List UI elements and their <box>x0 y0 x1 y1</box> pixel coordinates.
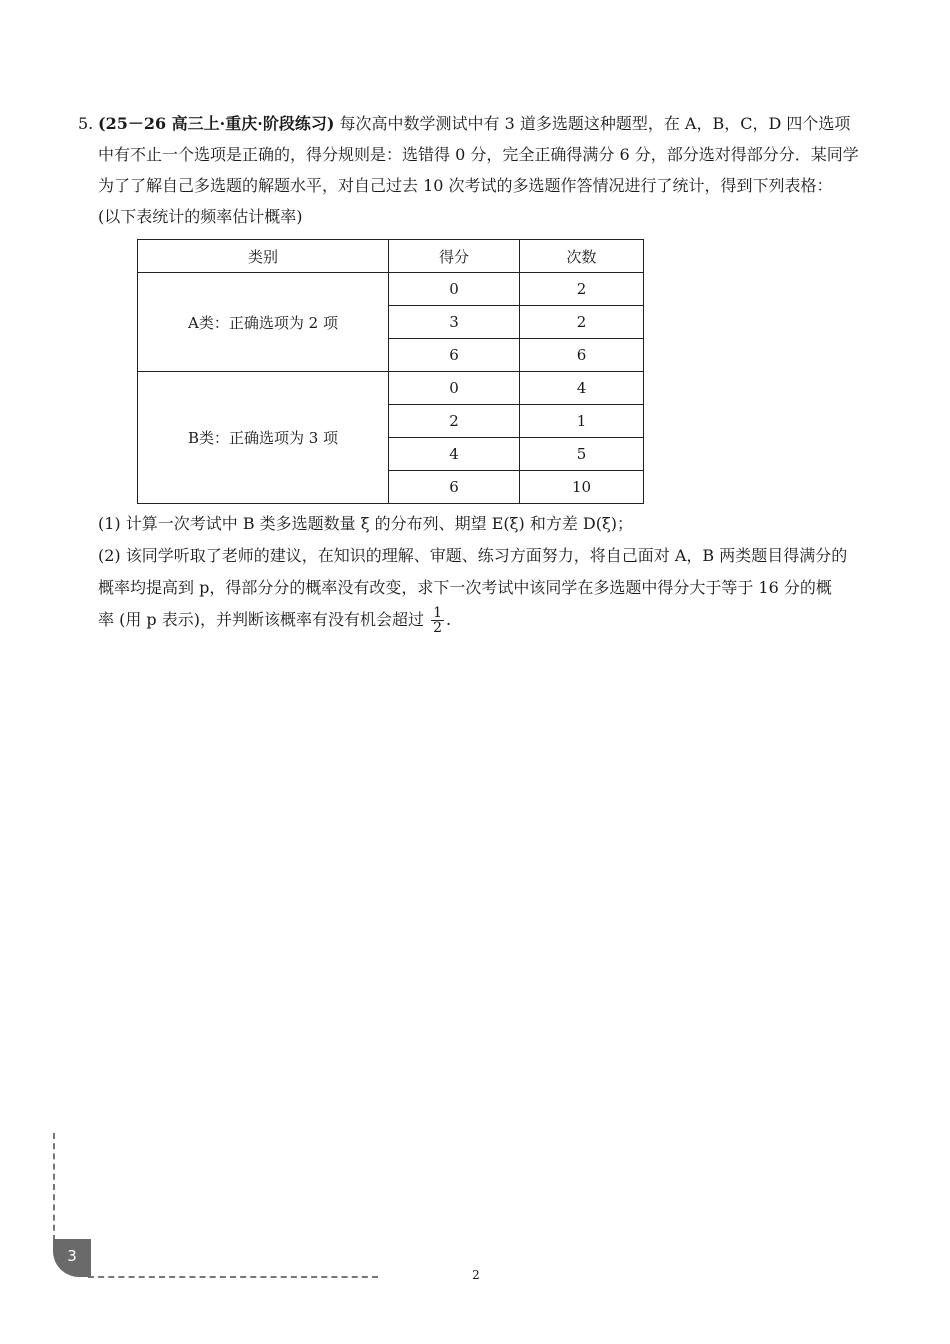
score-cell: 0 <box>389 372 520 405</box>
question-2-text: 率 (用 p 表示)，并判断该概率有没有机会超过 <box>98 610 424 629</box>
table-header-row <box>138 240 644 273</box>
stats-table <box>137 239 644 504</box>
count-cell: 1 <box>520 405 644 438</box>
fraction-one-half <box>431 606 444 635</box>
question-2-line-3 <box>98 604 878 636</box>
table-row <box>138 372 644 405</box>
score-cell: 0 <box>389 273 520 306</box>
score-cell: 3 <box>389 306 520 339</box>
score-cell: 4 <box>389 438 520 471</box>
question-2-line-1: (2) 该同学听取了老师的建议，在知识的理解、审题、练习方面努力，将自己面对 A，B 两类题目得满分的 <box>98 546 848 565</box>
count-cell: 6 <box>520 339 644 372</box>
problem-number: 5. <box>78 114 94 133</box>
category-b-label: B类：正确选项为 3 项 <box>138 372 389 504</box>
count-cell: 2 <box>520 273 644 306</box>
category-a-label: A类：正确选项为 2 项 <box>138 273 389 372</box>
fraction-denominator: 2 <box>433 620 443 636</box>
problem-line-2: 中有不止一个选项是正确的，得分规则是：选错得 0 分，完全正确得满分 6 分，部分选对得部分分．某同学 <box>98 145 859 164</box>
question-1: (1) 计算一次考试中 B 类多选题数量 ξ 的分布列、期望 E(ξ) 和方差 D(ξ)； <box>98 514 634 533</box>
score-cell: 6 <box>389 471 520 504</box>
count-cell: 4 <box>520 372 644 405</box>
problem-source: (25－26 高三上·重庆·阶段练习) <box>98 114 335 133</box>
question-2-line-2: 概率均提高到 p，得部分分的概率没有改变，求下一次考试中该同学在多选题中得分大于等于 16 分的概 <box>98 578 832 597</box>
footer-dashed-line <box>88 1276 378 1278</box>
section-tab: 3 <box>53 1239 91 1277</box>
problem-line-4: (以下表统计的频率估计概率) <box>98 207 303 226</box>
header-score: 得分 <box>389 240 520 273</box>
problem-line-3: 为了了解自己多选题的解题水平，对自己过去 10 次考试的多选题作答情况进行了统计，得到下列表格： <box>98 176 833 195</box>
count-cell: 5 <box>520 438 644 471</box>
score-cell: 2 <box>389 405 520 438</box>
table-row <box>138 273 644 306</box>
end-mark: . <box>446 610 452 629</box>
fraction-numerator: 1 <box>433 605 443 621</box>
problem-5 <box>78 108 878 232</box>
binding-margin-dashed-line <box>53 1133 55 1241</box>
sub-questions <box>98 508 878 636</box>
count-cell: 10 <box>520 471 644 504</box>
page-number: 2 <box>472 1268 480 1282</box>
count-cell: 2 <box>520 306 644 339</box>
score-cell: 6 <box>389 339 520 372</box>
problem-line-1 <box>78 108 878 139</box>
header-category: 类别 <box>138 240 389 273</box>
header-count: 次数 <box>520 240 644 273</box>
problem-text: 每次高中数学测试中有 3 道多选题这种题型，在 A，B，C，D 四个选项 <box>339 114 851 133</box>
